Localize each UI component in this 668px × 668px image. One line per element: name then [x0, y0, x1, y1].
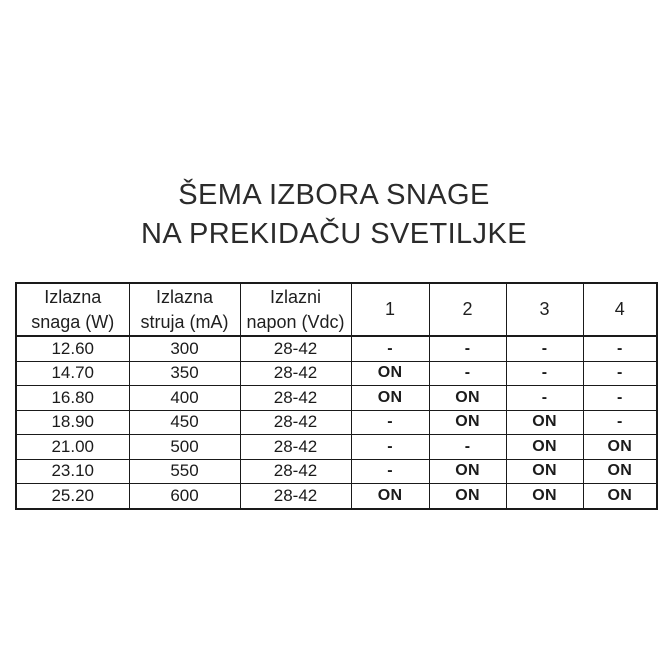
table-row: [16, 336, 657, 361]
cell-switch-3: -: [506, 336, 583, 361]
cell-switch-2: ON: [429, 410, 506, 435]
cell-switch-3: ON: [506, 410, 583, 435]
cell-switch-2: ON: [429, 459, 506, 484]
table-row: [16, 484, 657, 509]
column-header-izlazna-snaga: [16, 283, 129, 336]
cell-switch-1: -: [351, 459, 429, 484]
column-header-switch-1: 1: [351, 283, 429, 336]
cell-struja: 350: [129, 361, 240, 386]
cell-napon: 28-42: [240, 410, 351, 435]
cell-struja: 550: [129, 459, 240, 484]
column-header-switch-3: 3: [506, 283, 583, 336]
table-row: [16, 361, 657, 386]
cell-switch-2: ON: [429, 386, 506, 411]
header-text: Izlazni: [269, 286, 322, 307]
cell-struja: 300: [129, 336, 240, 361]
table-row: [16, 459, 657, 484]
cell-switch-1: -: [351, 410, 429, 435]
cell-struja: 450: [129, 410, 240, 435]
cell-napon: 28-42: [240, 336, 351, 361]
cell-switch-4: ON: [583, 435, 657, 460]
table-row: [16, 435, 657, 460]
cell-switch-2: -: [429, 336, 506, 361]
page-title-line-2: NA PREKIDAČU SVETILJKE: [141, 218, 527, 250]
cell-switch-4: -: [583, 361, 657, 386]
page-title-line-1: ŠEMA IZBORA SNAGE: [178, 179, 490, 211]
table-body: [16, 336, 657, 509]
table-header-row: [16, 283, 657, 336]
cell-napon: 28-42: [240, 361, 351, 386]
cell-switch-1: ON: [351, 361, 429, 386]
cell-switch-4: -: [583, 410, 657, 435]
cell-snaga: 18.90: [16, 410, 129, 435]
power-selection-table: [15, 282, 658, 510]
cell-snaga: 12.60: [16, 336, 129, 361]
page-title: [0, 176, 668, 254]
cell-switch-2: ON: [429, 484, 506, 509]
cell-struja: 600: [129, 484, 240, 509]
cell-napon: 28-42: [240, 459, 351, 484]
table-row: [16, 386, 657, 411]
cell-struja: 400: [129, 386, 240, 411]
header-text: Izlazna: [44, 286, 102, 307]
cell-snaga: 21.00: [16, 435, 129, 460]
header-text: struja (mA): [140, 311, 229, 332]
column-header-izlazna-struja: [129, 283, 240, 336]
column-header-izlazni-napon: [240, 283, 351, 336]
header-text: snaga (W): [31, 311, 115, 332]
cell-switch-2: -: [429, 435, 506, 460]
cell-switch-2: -: [429, 361, 506, 386]
cell-switch-1: ON: [351, 484, 429, 509]
header-text: Izlazna: [155, 286, 214, 307]
cell-switch-4: ON: [583, 484, 657, 509]
cell-snaga: 23.10: [16, 459, 129, 484]
cell-switch-1: ON: [351, 386, 429, 411]
cell-napon: 28-42: [240, 435, 351, 460]
cell-switch-3: ON: [506, 484, 583, 509]
cell-snaga: 25.20: [16, 484, 129, 509]
cell-napon: 28-42: [240, 386, 351, 411]
column-header-switch-4: 4: [583, 283, 657, 336]
cell-switch-1: -: [351, 435, 429, 460]
column-header-switch-2: 2: [429, 283, 506, 336]
cell-switch-3: ON: [506, 435, 583, 460]
cell-switch-4: -: [583, 336, 657, 361]
header-text: napon (Vdc): [246, 311, 345, 332]
table-row: [16, 410, 657, 435]
cell-switch-4: -: [583, 386, 657, 411]
cell-struja: 500: [129, 435, 240, 460]
cell-switch-4: ON: [583, 459, 657, 484]
cell-switch-3: -: [506, 361, 583, 386]
cell-switch-3: ON: [506, 459, 583, 484]
cell-snaga: 14.70: [16, 361, 129, 386]
cell-napon: 28-42: [240, 484, 351, 509]
cell-snaga: 16.80: [16, 386, 129, 411]
cell-switch-3: -: [506, 386, 583, 411]
cell-switch-1: -: [351, 336, 429, 361]
